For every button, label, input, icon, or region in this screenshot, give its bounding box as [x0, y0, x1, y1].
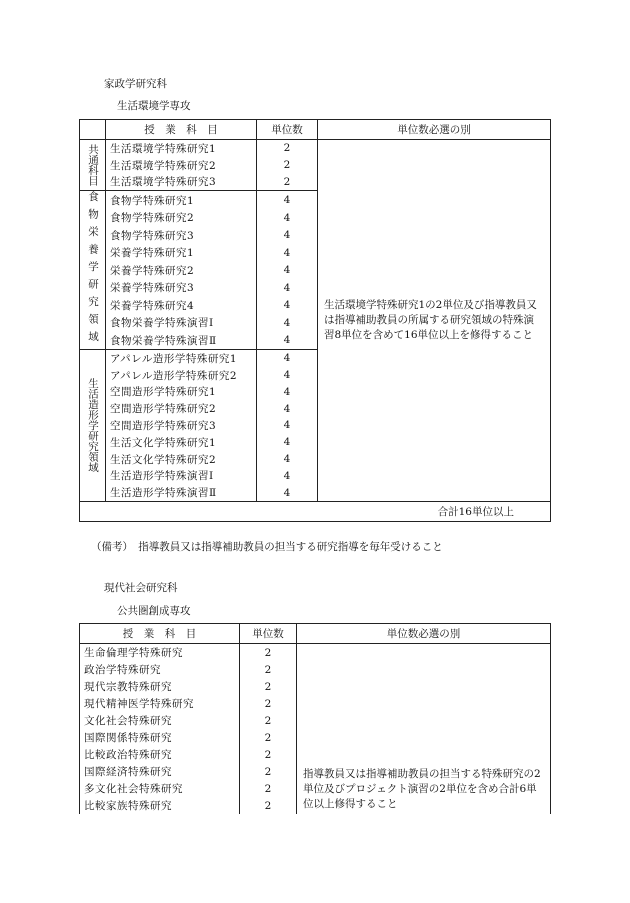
subject-cell: 比較政治特殊研究 [80, 746, 240, 763]
subject-cell: 栄養学特殊研究4 [106, 296, 257, 313]
subject-cell: 食物栄養学特殊演習Ⅰ [106, 314, 257, 331]
units-cell: 4 [257, 349, 318, 366]
header-units: 単位数 [257, 120, 318, 140]
units-cell: 2 [257, 157, 318, 174]
units-cell: 4 [257, 279, 318, 296]
graduate-school-title-2: 現代社会研究科 [104, 582, 178, 594]
remarks-note: （備考） 指導教員又は指導補助教員の担当する研究指導を毎年受けること [91, 541, 443, 553]
subject-cell: 国際経済特殊研究 [80, 763, 240, 780]
subject-cell: 食物学特殊研究1 [106, 191, 257, 209]
units-cell: 2 [240, 695, 297, 712]
requirement-cell-2: 指導教員又は指導補助教員の担当する特殊研究の2単位及びプロジェクト演習の2単位を含め合計6単位以上修得すること [297, 644, 551, 815]
units-cell: 4 [257, 467, 318, 484]
units-cell: 2 [240, 797, 297, 814]
units-cell: 4 [257, 261, 318, 278]
subject-cell: 文化社会特殊研究 [80, 712, 240, 729]
units-cell: 4 [257, 383, 318, 400]
subject-cell: 政治学特殊研究 [80, 661, 240, 678]
units-cell: 2 [240, 746, 297, 763]
units-cell: 4 [257, 331, 318, 349]
subject-cell: アパレル造形学特殊研究2 [106, 367, 257, 384]
header-subject-2: 授 業 科 目 [80, 624, 240, 644]
units-cell: 4 [257, 296, 318, 313]
subject-cell: 生活造形学特殊演習Ⅰ [106, 467, 257, 484]
subject-cell: 食物学特殊研究2 [106, 209, 257, 226]
subject-cell: 生活文化学特殊研究1 [106, 434, 257, 451]
total-cell: 合計16単位以上 [80, 502, 551, 522]
subject-cell: 空間造形学特殊研究2 [106, 400, 257, 417]
units-cell: 2 [240, 729, 297, 746]
course-table-1 [79, 119, 551, 522]
subject-cell: 生活環境学特殊研究1 [106, 140, 257, 157]
group-label: 食物栄養学研究領域 [80, 191, 106, 350]
subject-cell: 生活環境学特殊研究2 [106, 157, 257, 174]
major-title-2: 公共圏創成専攻 [117, 605, 191, 617]
subject-cell: 比較家族特殊研究 [80, 797, 240, 814]
units-cell: 2 [240, 780, 297, 797]
subject-cell: 現代精神医学特殊研究 [80, 695, 240, 712]
subject-cell: 栄養学特殊研究1 [106, 244, 257, 261]
subject-cell: 生命倫理学特殊研究 [80, 644, 240, 662]
units-cell: 4 [257, 209, 318, 226]
units-cell: 2 [240, 661, 297, 678]
subject-cell: 食物栄養学特殊演習Ⅱ [106, 331, 257, 349]
group-label: 共通科目 [80, 140, 106, 191]
units-cell: 4 [257, 314, 318, 331]
subject-cell: 生活文化学特殊研究2 [106, 451, 257, 468]
subject-cell: 食物学特殊研究3 [106, 226, 257, 243]
graduate-school-title-1: 家政学研究科 [104, 78, 167, 90]
requirement-cell: 生活環境学特殊研究1の2単位及び指導教員又は指導補助教員の所属する研究領域の特殊演習8単位を含めて16単位以上を修得すること [318, 140, 551, 502]
units-cell: 4 [257, 484, 318, 501]
subject-cell: 栄養学特殊研究3 [106, 279, 257, 296]
group-label: 生活造形学研究領域 [80, 349, 106, 501]
subject-cell: 空間造形学特殊研究3 [106, 417, 257, 434]
header-requirement-2: 単位数必選の別 [297, 624, 551, 644]
major-title-1: 生活環境学専攻 [117, 100, 191, 112]
units-cell: 4 [257, 226, 318, 243]
subject-cell: 生活造形学特殊演習Ⅱ [106, 484, 257, 501]
subject-cell: 生活環境学特殊研究3 [106, 174, 257, 191]
units-cell: 2 [240, 712, 297, 729]
units-cell: 4 [257, 367, 318, 384]
total-row [80, 502, 551, 522]
table-row [80, 644, 551, 662]
header-requirement: 単位数必選の別 [318, 120, 551, 140]
units-cell: 2 [240, 678, 297, 695]
subject-cell: 国際関係特殊研究 [80, 729, 240, 746]
subject-cell: 空間造形学特殊研究1 [106, 383, 257, 400]
units-cell: 4 [257, 244, 318, 261]
units-cell: 4 [257, 191, 318, 209]
course-table-2 [79, 623, 551, 814]
header-units-2: 単位数 [240, 624, 297, 644]
subject-cell: アパレル造形学特殊研究1 [106, 349, 257, 366]
units-cell: 2 [257, 174, 318, 191]
units-cell: 2 [240, 763, 297, 780]
units-cell: 2 [257, 140, 318, 157]
subject-cell: 多文化社会特殊研究 [80, 780, 240, 797]
units-cell: 2 [240, 644, 297, 662]
units-cell: 4 [257, 451, 318, 468]
subject-cell: 栄養学特殊研究2 [106, 261, 257, 278]
units-cell: 4 [257, 417, 318, 434]
header-subject: 授 業 科 目 [106, 120, 257, 140]
subject-cell: 現代宗教特殊研究 [80, 678, 240, 695]
units-cell: 4 [257, 434, 318, 451]
header-blank [80, 120, 106, 140]
units-cell: 4 [257, 400, 318, 417]
table-row [80, 140, 551, 157]
